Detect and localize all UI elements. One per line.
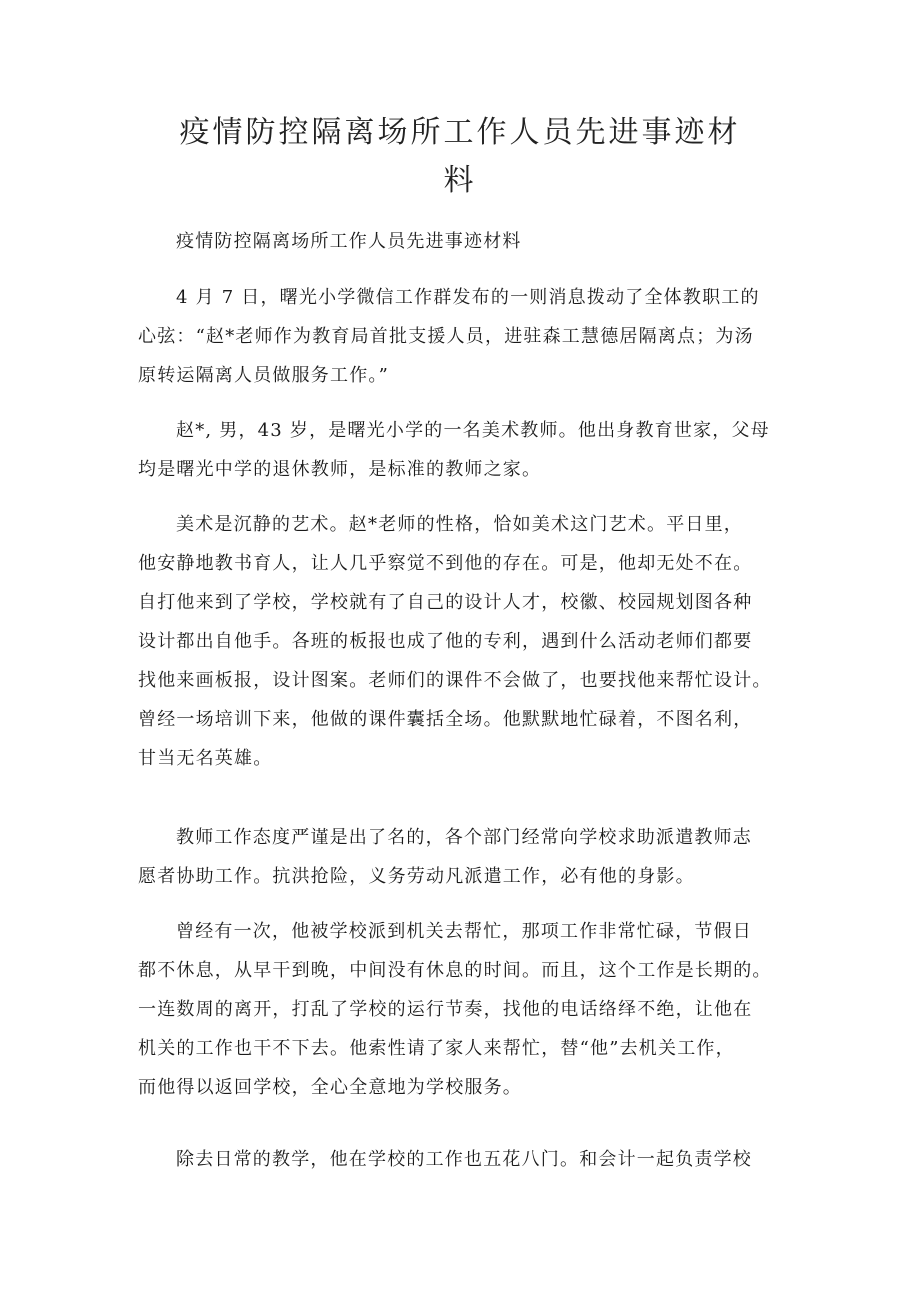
paragraph-line: 设计都出自他手。各班的板报也成了他的专利，遇到什么活动老师们都要 xyxy=(138,631,753,652)
paragraph-line: 他安静地教书育人，让人几乎察觉不到他的存在。可是，他却无处不在。 xyxy=(138,553,753,574)
paragraph-line: 除去日常的教学，他在学校的工作也五花八门。和会计一起负责学校 xyxy=(176,1149,752,1170)
paragraph-6 xyxy=(138,1140,798,1179)
paragraph-line: 都不休息，从早干到晚，中间没有休息的时间。而且，这个工作是长期的。 xyxy=(138,960,772,981)
paragraph-3 xyxy=(138,505,798,778)
paragraph-line: 甘当无名英雄。 xyxy=(138,748,273,769)
paragraph-line: 曾经有一次，他被学校派到机关去帮忙，那项工作非常忙碌，节假日 xyxy=(176,921,752,942)
paragraph-line: 自打他来到了学校，学校就有了自己的设计人才，校徽、校园规划图各种 xyxy=(138,592,753,613)
paragraph-5 xyxy=(138,912,798,1107)
paragraph-line: 4 月 7 日，曙光小学微信工作群发布的一则消息拨动了全体教职工的 xyxy=(176,287,760,308)
paragraph-line: 心弦：“赵*老师作为教育局首批支援人员，进驻森工慧德居隔离点；为汤 xyxy=(138,326,754,347)
paragraph-subtitle xyxy=(138,222,798,261)
paragraph-line: 找他来画板报，设计图案。老师们的课件不会做了，也要找他来帮忙设计。 xyxy=(138,670,772,691)
document-title-line-2: 料 xyxy=(443,163,477,198)
paragraph-1 xyxy=(138,278,798,395)
paragraph-line: 疫情防控隔离场所工作人员先进事迹材料 xyxy=(176,231,522,252)
document-title-line-1: 疫情防控隔离场所工作人员先进事迹材 xyxy=(179,115,741,150)
paragraph-2 xyxy=(138,411,798,489)
paragraph-4 xyxy=(138,818,798,896)
paragraph-line: 曾经一场培训下来，他做的课件囊括全场。他默默地忙碌着，不图名利， xyxy=(138,709,753,730)
paragraph-line: 一连数周的离开，打乱了学校的运行节奏，找他的电话络绎不绝，让他在 xyxy=(138,999,753,1020)
paragraph-line: 美术是沉静的艺术。赵*老师的性格，恰如美术这门艺术。平日里， xyxy=(176,514,743,535)
paragraph-line: 而他得以返回学校，全心全意地为学校服务。 xyxy=(138,1077,522,1098)
paragraph-line: 均是曙光中学的退休教师，是标准的教师之家。 xyxy=(138,459,542,480)
paragraph-line: 教师工作态度严谨是出了名的，各个部门经常向学校求助派遣教师志 xyxy=(176,827,752,848)
paragraph-line: 机关的工作也干不下去。他索性请了家人来帮忙，替“他”去机关工作， xyxy=(138,1038,735,1059)
paragraph-line: 赵*, 男，43 岁，是曙光小学的一名美术教师。他出身教育世家，父母 xyxy=(176,420,770,441)
paragraph-line: 原转运隔离人员做服务工作。” xyxy=(138,365,390,386)
paragraph-line: 愿者协助工作。抗洪抢险，义务劳动凡派遣工作，必有他的身影。 xyxy=(138,866,695,887)
